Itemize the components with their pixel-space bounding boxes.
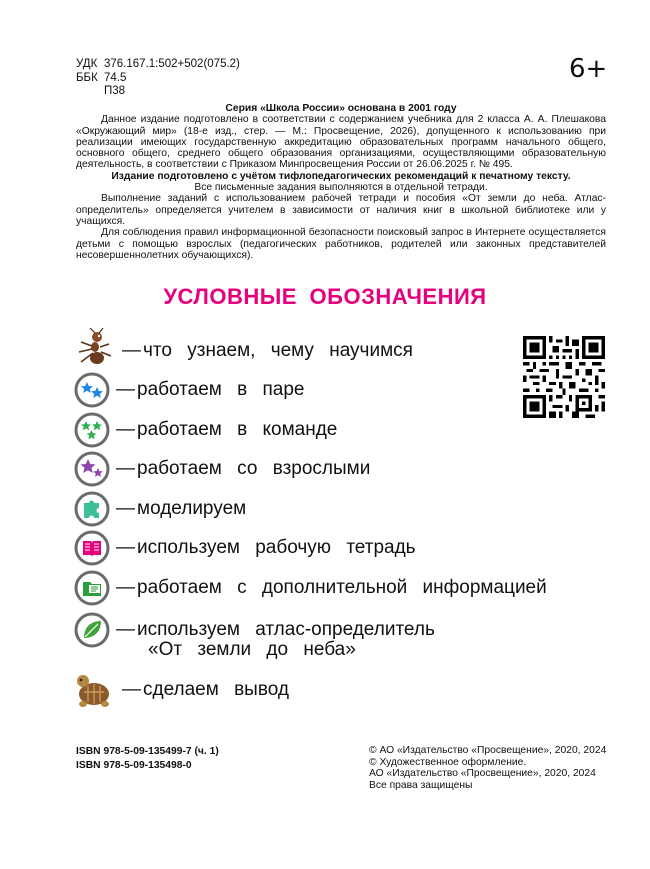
legend-title: УСЛОВНЫЕ ОБОЗНАЧЕНИЯ [163, 284, 487, 309]
tiflo-line: Издание подготовлено с учётом тифлопедагогических рекомендаций к печатному тексту. [111, 170, 571, 182]
puzzle-icon [74, 491, 110, 527]
qr-code[interactable] [523, 336, 605, 418]
imprint-para-3: Для соблюдения правил информационной безопасности поисковый запрос в Интернете осуществляется детьми с помощью взрослых (педагогических работников, родителей или законных представителей несовершеннолетних обучающихся). [76, 227, 606, 261]
turtle-icon [74, 670, 116, 710]
legend-label: что узнаем, чему научимся [143, 340, 413, 361]
imprint-block [76, 103, 606, 261]
legend-item-extra-info [74, 570, 547, 606]
udk-label: УДК [76, 58, 98, 70]
copyright-line-4: Все права защищены [369, 779, 473, 791]
legend-item-conclusion [74, 672, 289, 708]
ant-icon [74, 328, 116, 368]
legend-dash: — [116, 498, 135, 519]
pair-stars-icon [74, 372, 110, 408]
imprint-para-2: Выполнение заданий с использованием рабочей тетради и пособия «От земли до неба. Атлас-определитель» определяется учителем в зависимости от наличия книг в школьной библиотеке или у учащихся. [76, 193, 606, 227]
legend-item-learn [74, 333, 413, 369]
legend-label: моделируем [137, 498, 247, 519]
legend-label: работаем со взрослыми [137, 458, 371, 479]
legend-dash: — [116, 619, 135, 640]
isbn-line-1: ISBN 978-5-09-135499-7 (ч. 1) [76, 746, 219, 757]
leaf-icon [74, 612, 110, 648]
legend-item-team [74, 412, 337, 448]
isbn-block [76, 745, 219, 772]
legend-label: работаем с дополнительной информацией [137, 577, 547, 598]
legend-dash: — [116, 537, 135, 558]
classification-codes [76, 58, 240, 99]
legend-label-continued: «От земли до неба» [148, 639, 356, 660]
adults-stars-icon [74, 451, 110, 487]
legend-dash: — [116, 577, 135, 598]
legend-dash: — [116, 419, 135, 440]
written-line: Все письменные задания выполняются в отдельной тетради. [194, 182, 488, 194]
copyright-line-2: © Художественное оформление. [369, 756, 527, 768]
legend-dash: — [122, 340, 141, 361]
legend-dash: — [122, 679, 141, 700]
author-mark: П38 [104, 85, 126, 97]
copyright-line-3: АО «Издательство «Просвещение», 2020, 2024 [369, 768, 596, 779]
legend-item-workbook [74, 530, 416, 566]
imprint-para-1: Данное издание подготовлено в соответствии с содержанием учебника для 2 класса А. А. Плешакова «Окружающий мир» (18-е изд., стер. — М.: Просвещение, 2026), допущенного к использованию при реализации имеющих государственную аккредитацию образовательных программ начального общего, основного общего, среднего общего образования организациями, осуществляющими образовательную деятельность, в соответствии с Приказом Минпросвещения России от 26.06.2025 г. № 495. [76, 114, 606, 171]
age-rating: 6+ [569, 54, 608, 84]
bbk-value: 74.5 [104, 71, 127, 84]
legend-item-adults [74, 451, 370, 487]
udk-value: 376.167.1:502+502(075.2) [104, 58, 240, 70]
legend-item-model [74, 491, 246, 527]
bbk-label: ББК [76, 71, 98, 84]
legend-label: сделаем вывод [143, 679, 289, 700]
copyright-block [369, 745, 606, 791]
legend-label: работаем в команде [137, 419, 338, 440]
team-stars-icon [74, 412, 110, 448]
legend-label: используем рабочую тетрадь [137, 537, 416, 558]
legend-dash: — [116, 458, 135, 479]
legend-label: используем атлас-определитель [137, 619, 435, 640]
legend-dash: — [116, 379, 135, 400]
workbook-icon [74, 530, 110, 566]
isbn-line-2: ISBN 978-5-09-135498-0 [76, 759, 192, 771]
series-line: Серия «Школа России» основана в 2001 году [225, 103, 457, 114]
copyright-line-1: © АО «Издательство «Просвещение», 2020, 2024 [369, 745, 607, 756]
folder-icon [74, 570, 110, 606]
legend-label: работаем в паре [137, 379, 305, 400]
legend-item-pair [74, 372, 305, 408]
